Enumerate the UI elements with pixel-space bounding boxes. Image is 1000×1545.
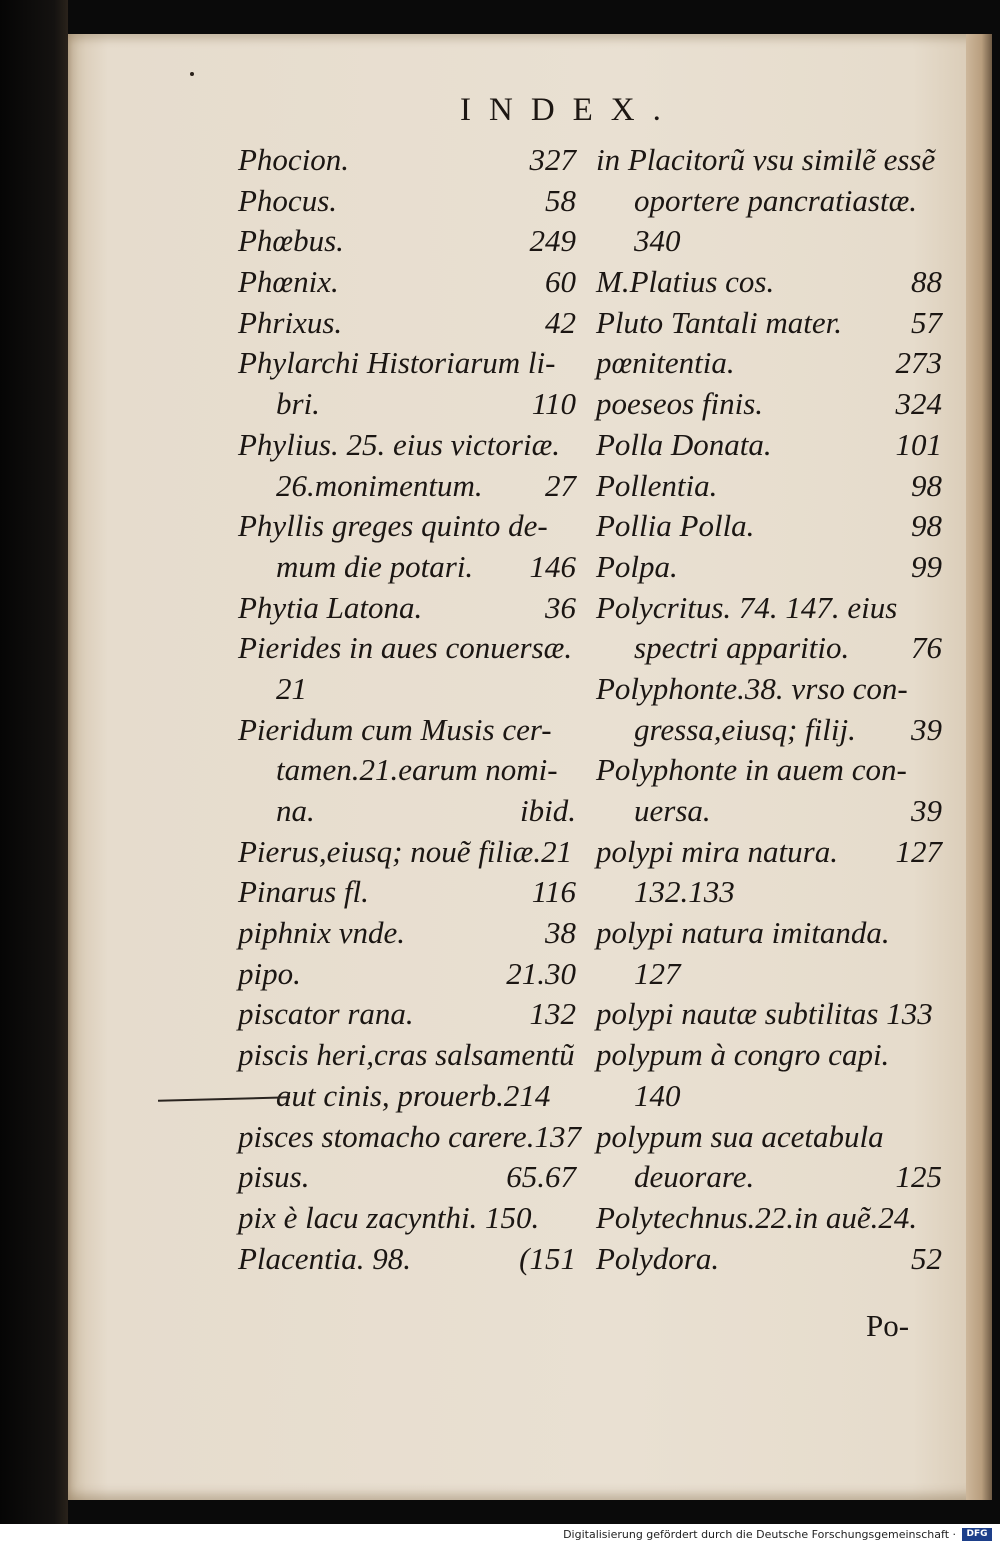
index-entry [596, 343, 942, 384]
index-entry [596, 221, 942, 262]
index-entry-text: oportere pancratiastæ. [634, 182, 918, 218]
page-header: INDEX. [460, 92, 679, 128]
index-entry-text: na. [276, 793, 315, 828]
index-entry-text: tamen.21.earum nomi- [276, 752, 558, 788]
index-entry-text: Polyphonte.38. vrso con- [596, 670, 908, 706]
index-entry [238, 628, 576, 669]
index-entry-page: 36 [545, 589, 576, 625]
index-entry-page: 132 [529, 996, 576, 1032]
index-entry [596, 872, 942, 913]
index-entry-page: 98 [911, 467, 942, 503]
index-entry-text: Polycritus. 74. 147. eius [596, 589, 898, 625]
index-entry-page: 42 [545, 304, 576, 340]
index-entry [238, 872, 576, 913]
index-entry [238, 1157, 576, 1198]
index-entry [596, 181, 942, 222]
index-entry-text: 26.monimentum. [276, 467, 483, 503]
index-entry [238, 994, 576, 1035]
index-entry [596, 791, 942, 832]
index-entry-page: 249 [529, 223, 576, 259]
index-entry [238, 669, 576, 710]
index-entry-text: Polytechnus.22.in auẽ.24. [596, 1199, 918, 1235]
index-entry-text: Pieridum cum Musis cer- [238, 711, 552, 747]
book-spine-left [0, 0, 68, 1530]
index-entry-page: 88 [911, 264, 942, 300]
index-entry [596, 588, 942, 629]
index-entry [238, 466, 576, 507]
index-entry-page: 27 [545, 467, 576, 503]
index-entry [238, 1198, 576, 1239]
index-entry-text: Pinarus fl. [238, 874, 369, 910]
index-entry-text: pipo. [238, 955, 301, 991]
index-entry [596, 1157, 942, 1198]
index-entry [238, 588, 576, 629]
index-entry [596, 750, 942, 791]
index-entry-page: 76 [911, 630, 942, 666]
index-entry-page: 21.30 [506, 955, 576, 991]
index-entry [596, 506, 942, 547]
index-entry-text: Pierus,eiusq; nouẽ filiæ.21 [238, 833, 573, 869]
index-entry-text: in Placitorũ vsu similẽ essẽ [596, 142, 936, 177]
index-entry [238, 750, 576, 791]
index-entry [596, 425, 942, 466]
index-entry-text: Phocion. [238, 142, 350, 177]
index-entry [238, 1035, 576, 1076]
index-entry-text: gressa,eiusq; filij. [634, 711, 856, 747]
index-entry [596, 710, 942, 751]
index-entry-page: 57 [911, 304, 942, 340]
index-entry-page: 60 [545, 264, 576, 300]
index-entry-text: Pollentia. [596, 467, 718, 503]
index-entry-text: spectri apparitio. [634, 630, 850, 666]
index-entry-text: 21 [276, 670, 307, 706]
index-entry-text: 340 [634, 223, 681, 259]
index-entry [238, 343, 576, 384]
index-entry-text: pisus. [238, 1159, 310, 1195]
index-entry [238, 384, 576, 425]
index-entry-page: 327 [529, 142, 576, 177]
index-entry [238, 303, 576, 344]
index-entry-page: 101 [895, 426, 942, 462]
index-entry-page: 116 [531, 874, 576, 910]
index-entry-text: bri. [276, 386, 320, 422]
index-entry [596, 669, 942, 710]
index-entry [596, 994, 942, 1035]
index-entry-text: mum die potari. [276, 548, 474, 584]
index-entry [596, 628, 942, 669]
index-entry [238, 262, 576, 303]
index-entry [596, 547, 942, 588]
index-entry-text: pœnitentia. [596, 345, 735, 381]
index-entry-text: polypum sua acetabula [596, 1118, 884, 1154]
index-entry-text: Polpa. [596, 548, 678, 584]
index-entry [596, 1239, 942, 1280]
index-entry-text: Phœnix. [238, 264, 339, 300]
index-entry-text: Pierides in aues conuersæ. [238, 630, 573, 666]
index-entry-text: piphnix vnde. [238, 915, 406, 951]
index-entry-text: pisces stomacho carere.137 [238, 1118, 581, 1154]
index-column-right [596, 140, 942, 1279]
index-entry [596, 262, 942, 303]
index-entry [596, 140, 942, 181]
page-edge-right [966, 34, 992, 1500]
index-entry-text: poeseos finis. [596, 386, 764, 422]
index-entry-text: Pluto Tantali mater. [596, 304, 843, 340]
index-entry-text: uersa. [634, 793, 711, 828]
index-entry [596, 466, 942, 507]
index-entry-page: 324 [895, 386, 942, 422]
index-entry-text: aut cinis, prouerb.214 [276, 1077, 551, 1113]
index-entry-text: Phœbus. [238, 223, 344, 259]
index-entry [596, 1117, 942, 1158]
index-entry-text: Polydora. [596, 1240, 720, 1276]
index-entry-page: ibid. [520, 793, 576, 828]
index-entry [238, 547, 576, 588]
index-entry-text: Phocus. [238, 182, 338, 218]
index-entry-text: Phylius. 25. eius victoriæ. [238, 426, 561, 462]
index-entry [596, 384, 942, 425]
index-entry-text: 140 [634, 1077, 681, 1113]
index-entry-page: 58 [545, 182, 576, 218]
index-entry-text: Phrixus. [238, 304, 343, 340]
index-entry [238, 1239, 576, 1280]
index-entry [596, 832, 942, 873]
index-entry [238, 954, 576, 995]
index-entry [238, 710, 576, 751]
index-entry-text: Phylarchi Historiarum li- [238, 345, 556, 381]
index-entry-page: 110 [531, 386, 576, 422]
index-entry [238, 791, 576, 832]
index-entry [238, 425, 576, 466]
index-entry-page: 65.67 [506, 1159, 576, 1195]
index-entry-page: 273 [895, 345, 942, 381]
index-entry-text: polypi mira natura. [596, 833, 838, 869]
index-entry-text: polypi natura imitanda. [596, 915, 890, 951]
index-entry-page: 146 [529, 548, 576, 584]
index-entry-page: 99 [911, 548, 942, 584]
index-entry-text: M.Platius cos. [596, 264, 775, 300]
index-entry-page: 52 [911, 1240, 942, 1276]
index-entry [596, 954, 942, 995]
index-entry-page: 38 [545, 915, 576, 951]
index-entry-page: 39 [911, 793, 942, 828]
index-entry-text: Polyphonte in auem con- [596, 752, 907, 788]
index-entry-page: 125 [895, 1159, 942, 1195]
index-entry-text: Phyllis greges quinto de- [238, 508, 548, 544]
footer-credit: Digitalisierung gefördert durch die Deutsche Forschungsgemeinschaft · [563, 1528, 956, 1541]
index-entry [238, 913, 576, 954]
index-entry [238, 506, 576, 547]
index-entry-text: polypum à congro capi. [596, 1037, 890, 1073]
index-entry-text: pix è lacu zacynthi. 150. [238, 1199, 540, 1235]
index-entry [238, 832, 576, 873]
index-entry [238, 1117, 581, 1158]
index-entry-text: piscis heri,cras salsamentũ [238, 1037, 575, 1073]
index-entry [596, 1198, 942, 1239]
index-entry-text: Pollia Polla. [596, 508, 755, 544]
index-entry-text: deuorare. [634, 1159, 755, 1195]
index-entry-page: (151 [519, 1240, 576, 1276]
index-entry [238, 221, 576, 262]
index-column-left [238, 140, 581, 1279]
index-entry [596, 913, 942, 954]
catchword: Po- [866, 1308, 910, 1343]
index-entry-text: polypi nautæ subtilitas 133 [596, 996, 933, 1032]
index-entry-text: piscator rana. [238, 996, 414, 1032]
index-entry [238, 181, 576, 222]
ink-speck [190, 72, 194, 76]
index-entry [596, 303, 942, 344]
index-entry-page: 98 [911, 508, 942, 544]
index-entry-text: 132.133 [634, 874, 735, 910]
index-entry-text: Placentia. 98. [238, 1240, 412, 1276]
index-entry-page: 39 [911, 711, 942, 747]
index-entry [238, 140, 576, 181]
index-entry-text: Polla Donata. [596, 426, 772, 462]
index-entry [596, 1076, 942, 1117]
index-entry-text: 127 [634, 955, 681, 991]
dfg-logo-icon: DFG [962, 1528, 992, 1541]
index-entry-text: Phytia Latona. [238, 589, 423, 625]
index-entry-page: 127 [895, 833, 942, 869]
index-entry [596, 1035, 942, 1076]
